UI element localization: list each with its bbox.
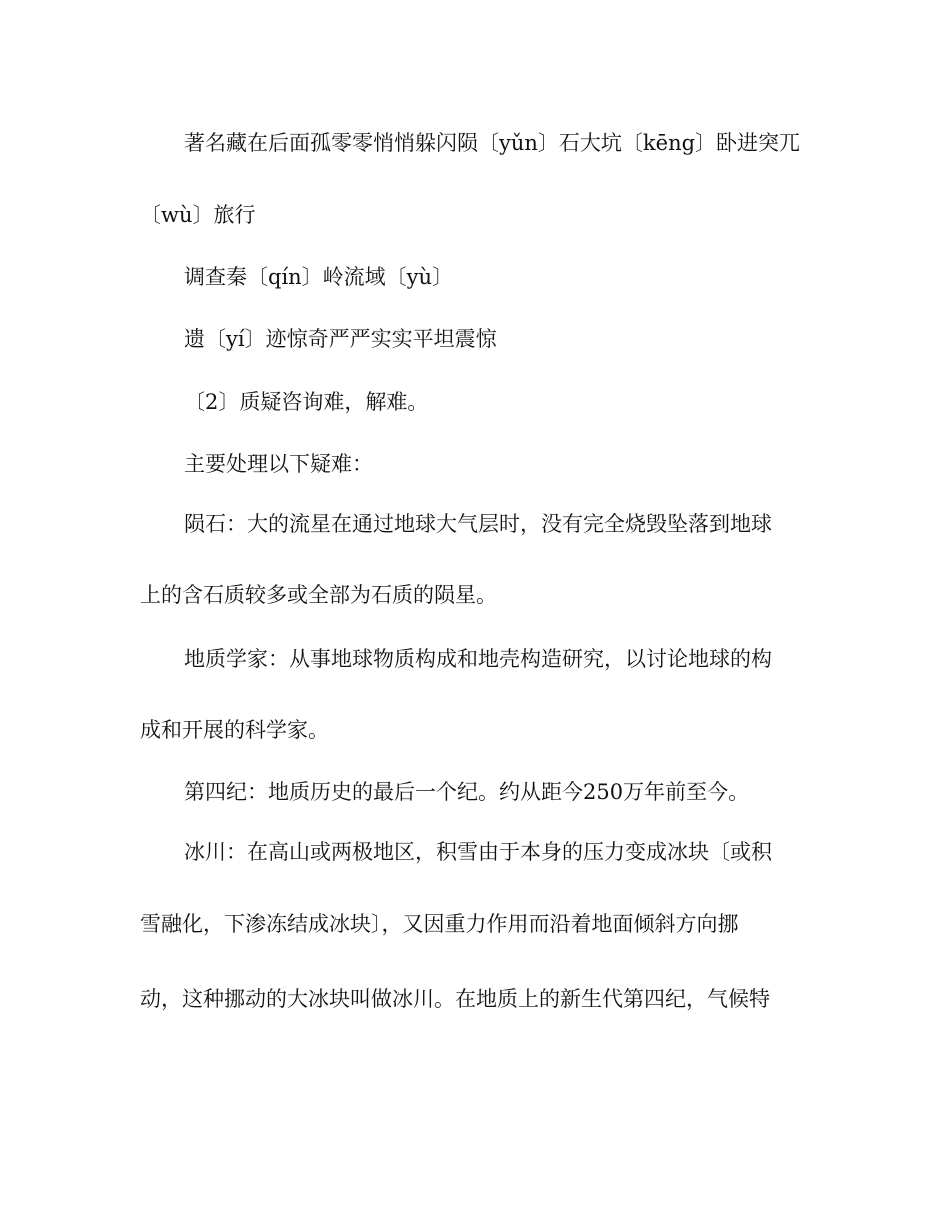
- text-line-12: 冰川：在高山或两极地区，积雪由于本身的压力变成冰块〔或积: [184, 840, 772, 864]
- text-line-8: 上的含石质较多或全部为石质的陨星。: [140, 583, 497, 607]
- text-line-13: 雪融化，下渗冻结成冰块〕，又因重力作用而沿着地面倾斜方向挪: [140, 912, 739, 936]
- text-line-7: 陨石：大的流星在通过地球大气层时，没有完全烧毁坠落到地球: [184, 512, 772, 536]
- text-line-3: 调查秦〔qín〕岭流域〔yù〕: [184, 265, 454, 289]
- text-line-6: 主要处理以下疑难：: [184, 452, 373, 476]
- text-line-5: 〔2〕质疑咨询难，解难。: [184, 390, 429, 414]
- text-line-11: 第四纪：地质历史的最后一个纪。约从距今250万年前至今。: [184, 780, 750, 804]
- text-line-9: 地质学家：从事地球物质构成和地壳构造研究，以讨论地球的构: [184, 647, 772, 671]
- text-line-2: 〔wù〕旅行: [140, 203, 256, 227]
- text-line-10: 成和开展的科学家。: [140, 718, 329, 742]
- text-line-14: 动，这种挪动的大冰块叫做冰川。在地质上的新生代第四纪，气候特: [140, 987, 770, 1011]
- text-line-1: 著名藏在后面孤零零悄悄躲闪陨〔yǔn〕石大坑〔kēng〕卧进突兀: [184, 131, 801, 155]
- text-line-4: 遗〔yí〕迹惊奇严严实实平坦震惊: [184, 327, 497, 351]
